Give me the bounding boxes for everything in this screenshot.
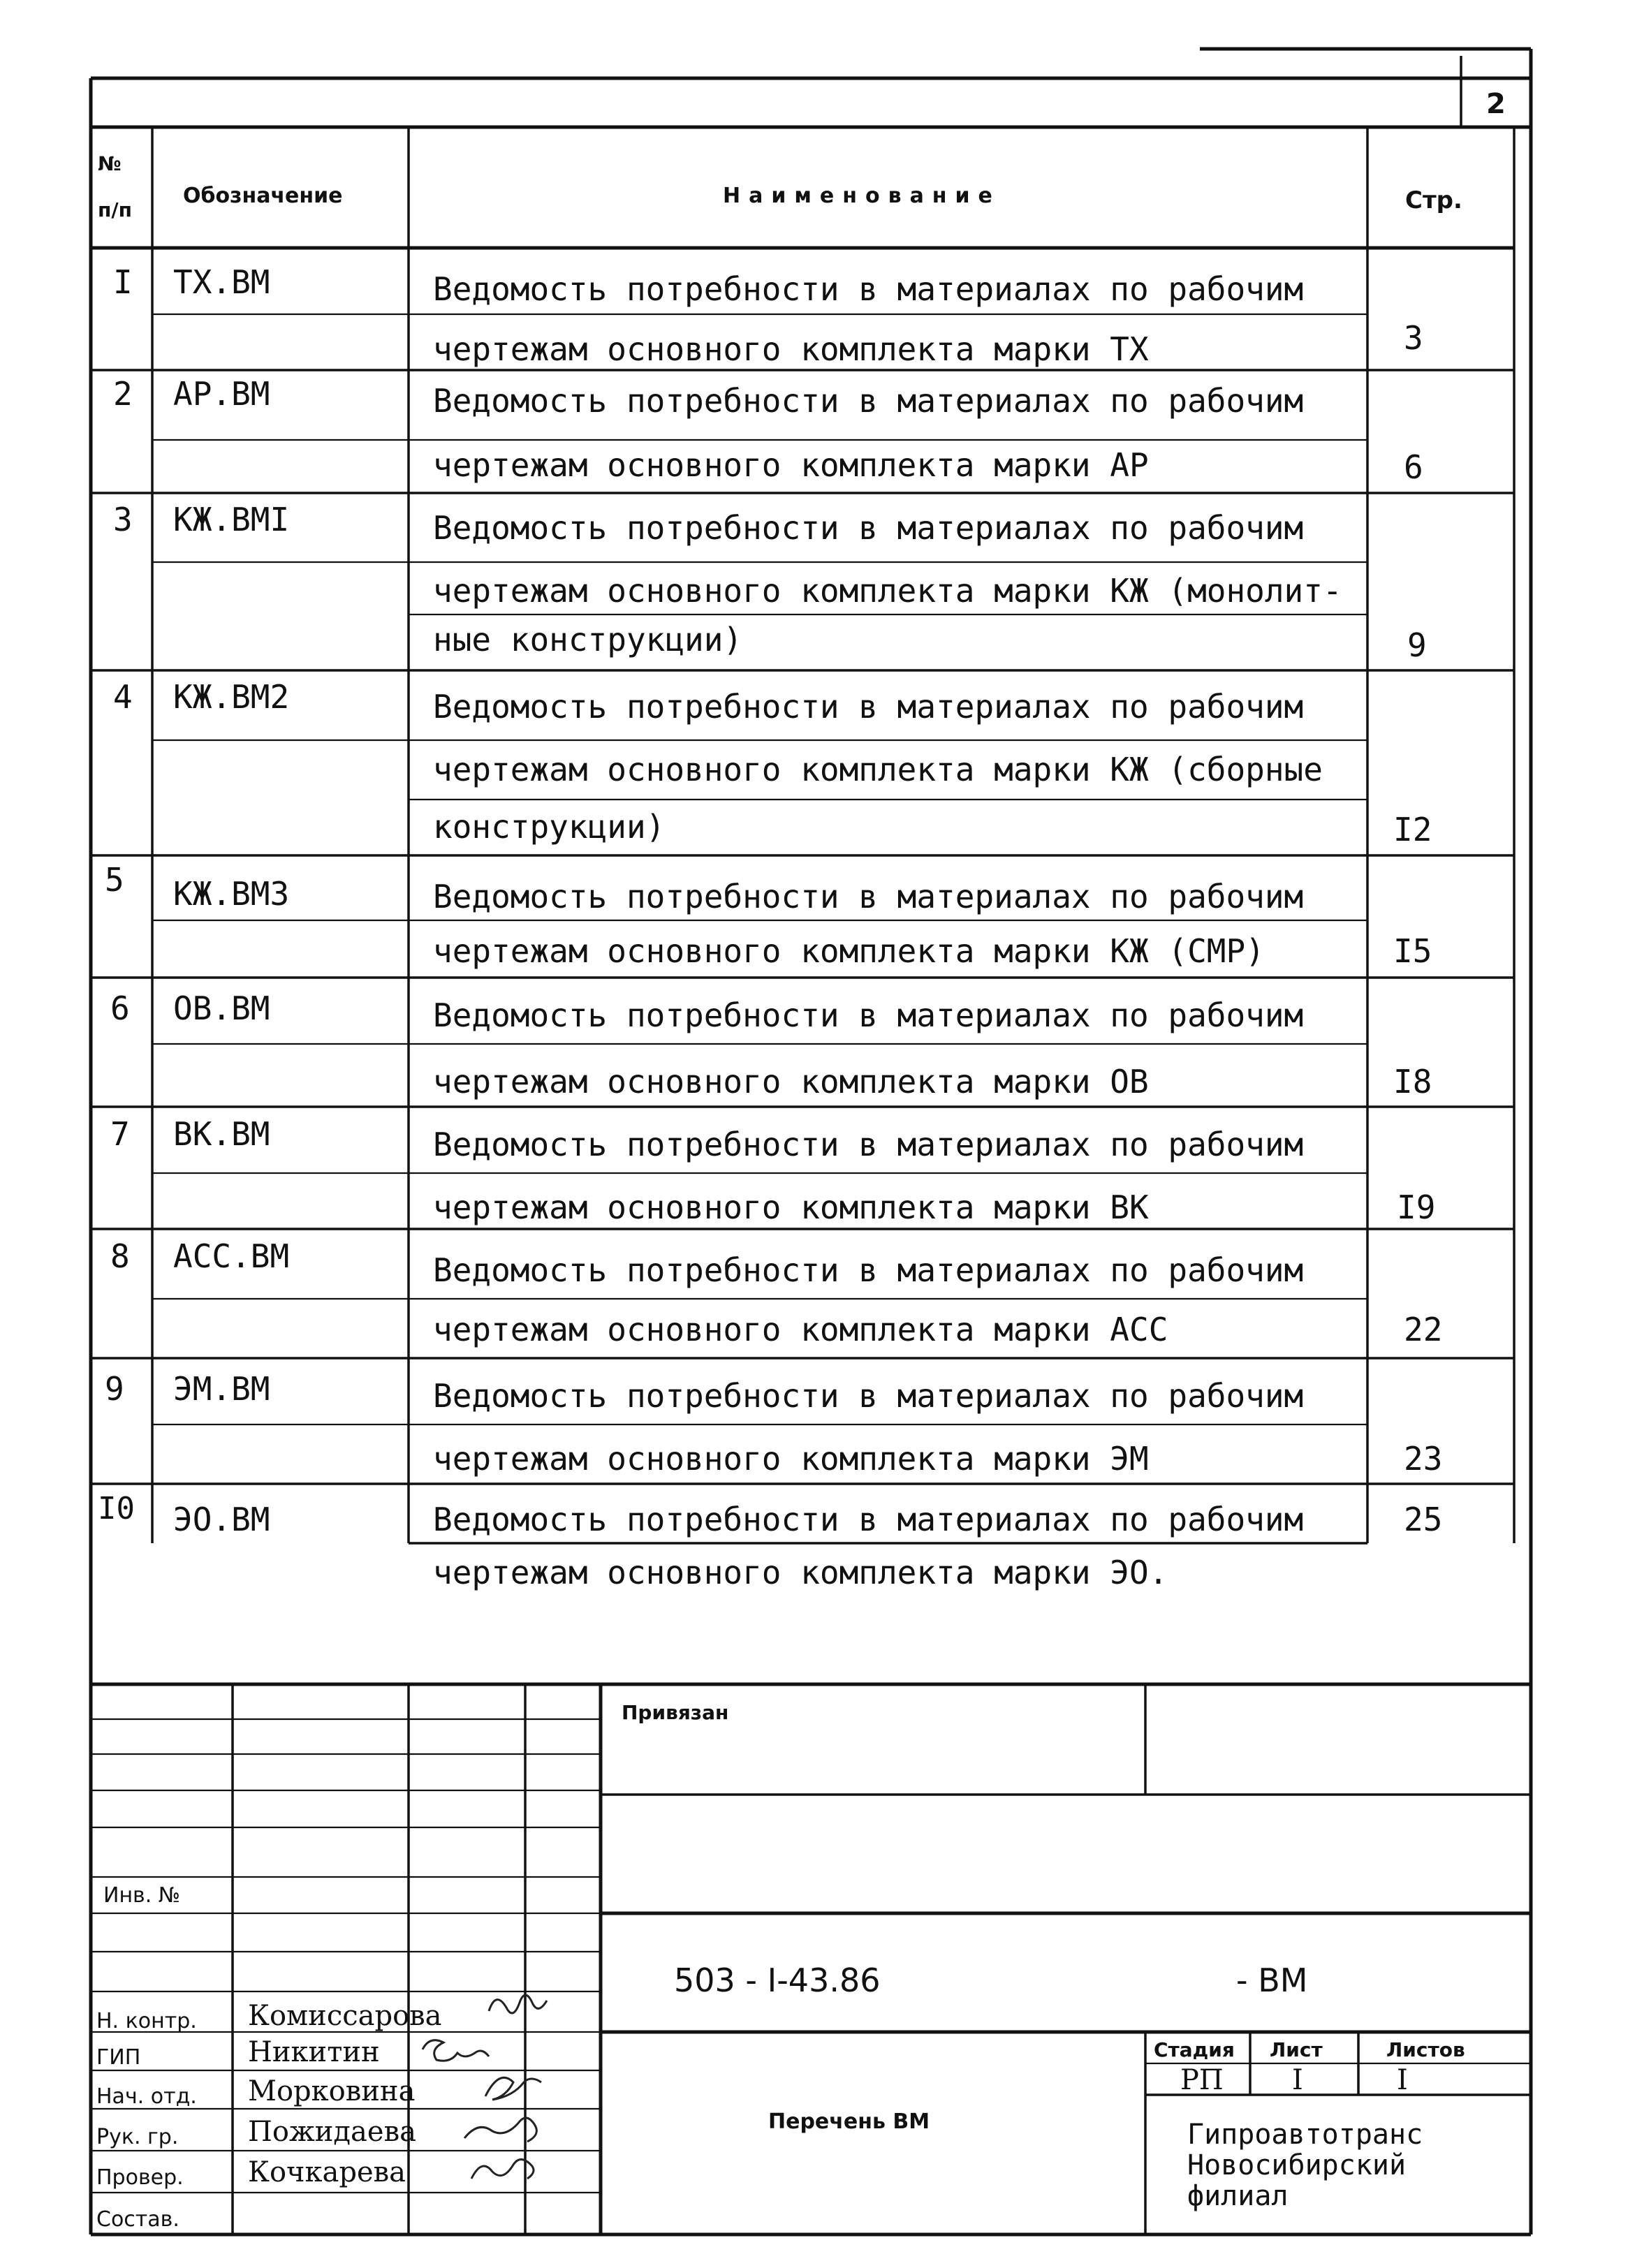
row-3 <box>113 501 1427 664</box>
row-number: 2 <box>113 375 133 413</box>
row-name-line: чертежам основного комплекта марки ТХ <box>433 330 1149 368</box>
linked-label: Привязан <box>622 1701 729 1724</box>
row-name-line: конструкции) <box>433 808 666 846</box>
row-number: 4 <box>113 678 133 716</box>
row-page: I9 <box>1397 1188 1436 1226</box>
row-2 <box>113 375 1423 486</box>
header-name: Наименование <box>723 184 1001 208</box>
signature-2 <box>423 2040 489 2061</box>
row-name-line: чертежам основного комплекта марки КЖ (сборные <box>433 751 1323 788</box>
header-num-line1: № <box>98 152 122 175</box>
row-code: КЖ.ВМ3 <box>173 875 290 913</box>
row-code: ОВ.ВМ <box>173 989 270 1027</box>
person-name: Никитин <box>248 2036 380 2068</box>
row-7 <box>110 1115 1435 1226</box>
row-code: КЖ.ВМI <box>173 501 290 538</box>
document-code: 503 - I-43.86 <box>674 1961 881 1999</box>
signature-3 <box>485 2077 541 2100</box>
stage-value: РП <box>1180 2064 1224 2096</box>
row-code: ТХ.ВМ <box>173 263 270 301</box>
row-number: 5 <box>105 861 124 899</box>
title-block <box>96 1701 1465 2232</box>
row-name-line: Ведомость потребности в материалах по рабочим <box>433 382 1304 420</box>
row-name-line: чертежам основного комплекта марки АСС <box>433 1311 1168 1348</box>
row-name-line: Ведомость потребности в материалах по рабочим <box>433 509 1304 547</box>
row-number: 8 <box>110 1237 130 1275</box>
row-number: I0 <box>98 1491 135 1526</box>
sheet-label: Лист <box>1270 2038 1323 2061</box>
row-name-line: Ведомость потребности в материалах по рабочим <box>433 1126 1304 1163</box>
person-name: Комиссарова <box>248 2000 442 2032</box>
header-num-line2: п/п <box>98 198 132 221</box>
row-number: 3 <box>113 501 133 538</box>
row-number: 9 <box>105 1370 124 1408</box>
role-label: Рук. гр. <box>96 2125 179 2149</box>
stage-label: Стадия <box>1154 2038 1235 2061</box>
organization-line: Гипроавтотранс <box>1187 2119 1423 2151</box>
organization-line: филиал <box>1187 2180 1289 2212</box>
row-lines <box>91 314 1514 1543</box>
inventory-number-label: Инв. № <box>103 1883 181 1908</box>
row-code: ЭО.ВМ <box>173 1501 270 1538</box>
row-10 <box>98 1491 1442 1591</box>
document-code-suffix: - ВМ <box>1236 1961 1308 1999</box>
row-name-line: ные конструкции) <box>433 621 743 658</box>
row-code: АР.ВМ <box>173 375 270 413</box>
row-page: 22 <box>1404 1311 1443 1348</box>
organization-line: Новосибирский <box>1187 2149 1407 2181</box>
row-number: 6 <box>110 989 130 1027</box>
person-name: Кочкарева <box>248 2156 406 2188</box>
row-code: ВК.ВМ <box>173 1115 270 1153</box>
row-page: 6 <box>1404 448 1423 486</box>
row-number: 7 <box>110 1115 130 1153</box>
row-name-line: чертежам основного комплекта марки ОВ <box>433 1063 1149 1100</box>
row-name-line: чертежам основного комплекта марки КЖ (монолит- <box>433 572 1342 610</box>
row-name-line: чертежам основного комплекта марки АР <box>433 446 1149 484</box>
row-name-line: Ведомость потребности в материалах по рабочим <box>433 270 1304 308</box>
row-name-line: Ведомость потребности в материалах по рабочим <box>433 1501 1304 1538</box>
row-name-line: чертежам основного комплекта марки ЭО. <box>433 1554 1168 1591</box>
person-name: Пожидаева <box>248 2116 416 2148</box>
row-name-line: чертежам основного комплекта марки КЖ (СМР) <box>433 932 1265 970</box>
row-page: 23 <box>1404 1440 1443 1478</box>
row-name-line: Ведомость потребности в материалах по рабочим <box>433 688 1304 726</box>
row-code: АСС.ВМ <box>173 1237 290 1275</box>
sheets-value: I <box>1397 2064 1408 2096</box>
row-page: I5 <box>1393 932 1432 970</box>
row-page: I2 <box>1393 811 1432 848</box>
document-title: Перечень ВМ <box>768 2109 930 2134</box>
role-label: ГИП <box>96 2045 141 2070</box>
row-page: 3 <box>1404 319 1423 357</box>
role-label: Состав. <box>96 2207 179 2232</box>
row-name-line: Ведомость потребности в материалах по рабочим <box>433 996 1304 1034</box>
row-8 <box>110 1237 1442 1348</box>
sheets-label: Листов <box>1386 2038 1465 2061</box>
row-page: 9 <box>1407 626 1427 664</box>
role-label: Провер. <box>96 2165 184 2190</box>
sheet-value: I <box>1292 2064 1303 2096</box>
row-name-line: чертежам основного комплекта марки ВК <box>433 1188 1149 1226</box>
row-page: I8 <box>1393 1063 1432 1100</box>
row-name-line: Ведомость потребности в материалах по рабочим <box>433 878 1304 915</box>
signature-1 <box>489 1995 547 2013</box>
sheet-number: 2 <box>1486 88 1506 120</box>
header-designation: Обозначение <box>183 184 343 208</box>
role-label: Н. контр. <box>96 2009 197 2033</box>
row-6 <box>110 989 1432 1100</box>
row-name-line: чертежам основного комплекта марки ЭМ <box>433 1440 1149 1478</box>
header-page: Стр. <box>1405 186 1462 214</box>
row-code: ЭМ.ВМ <box>173 1370 270 1408</box>
row-4 <box>113 678 1432 848</box>
row-code: КЖ.ВМ2 <box>173 678 290 716</box>
table-header <box>98 88 1506 221</box>
row-page: 25 <box>1404 1501 1443 1538</box>
row-name-line: Ведомость потребности в материалах по рабочим <box>433 1377 1304 1415</box>
person-name: Морковина <box>248 2075 416 2107</box>
row-5 <box>105 861 1432 970</box>
row-name-line: Ведомость потребности в материалах по рабочим <box>433 1251 1304 1289</box>
row-number: I <box>113 263 133 301</box>
role-label: Нач. отд. <box>96 2084 197 2109</box>
row-1 <box>113 263 1423 368</box>
